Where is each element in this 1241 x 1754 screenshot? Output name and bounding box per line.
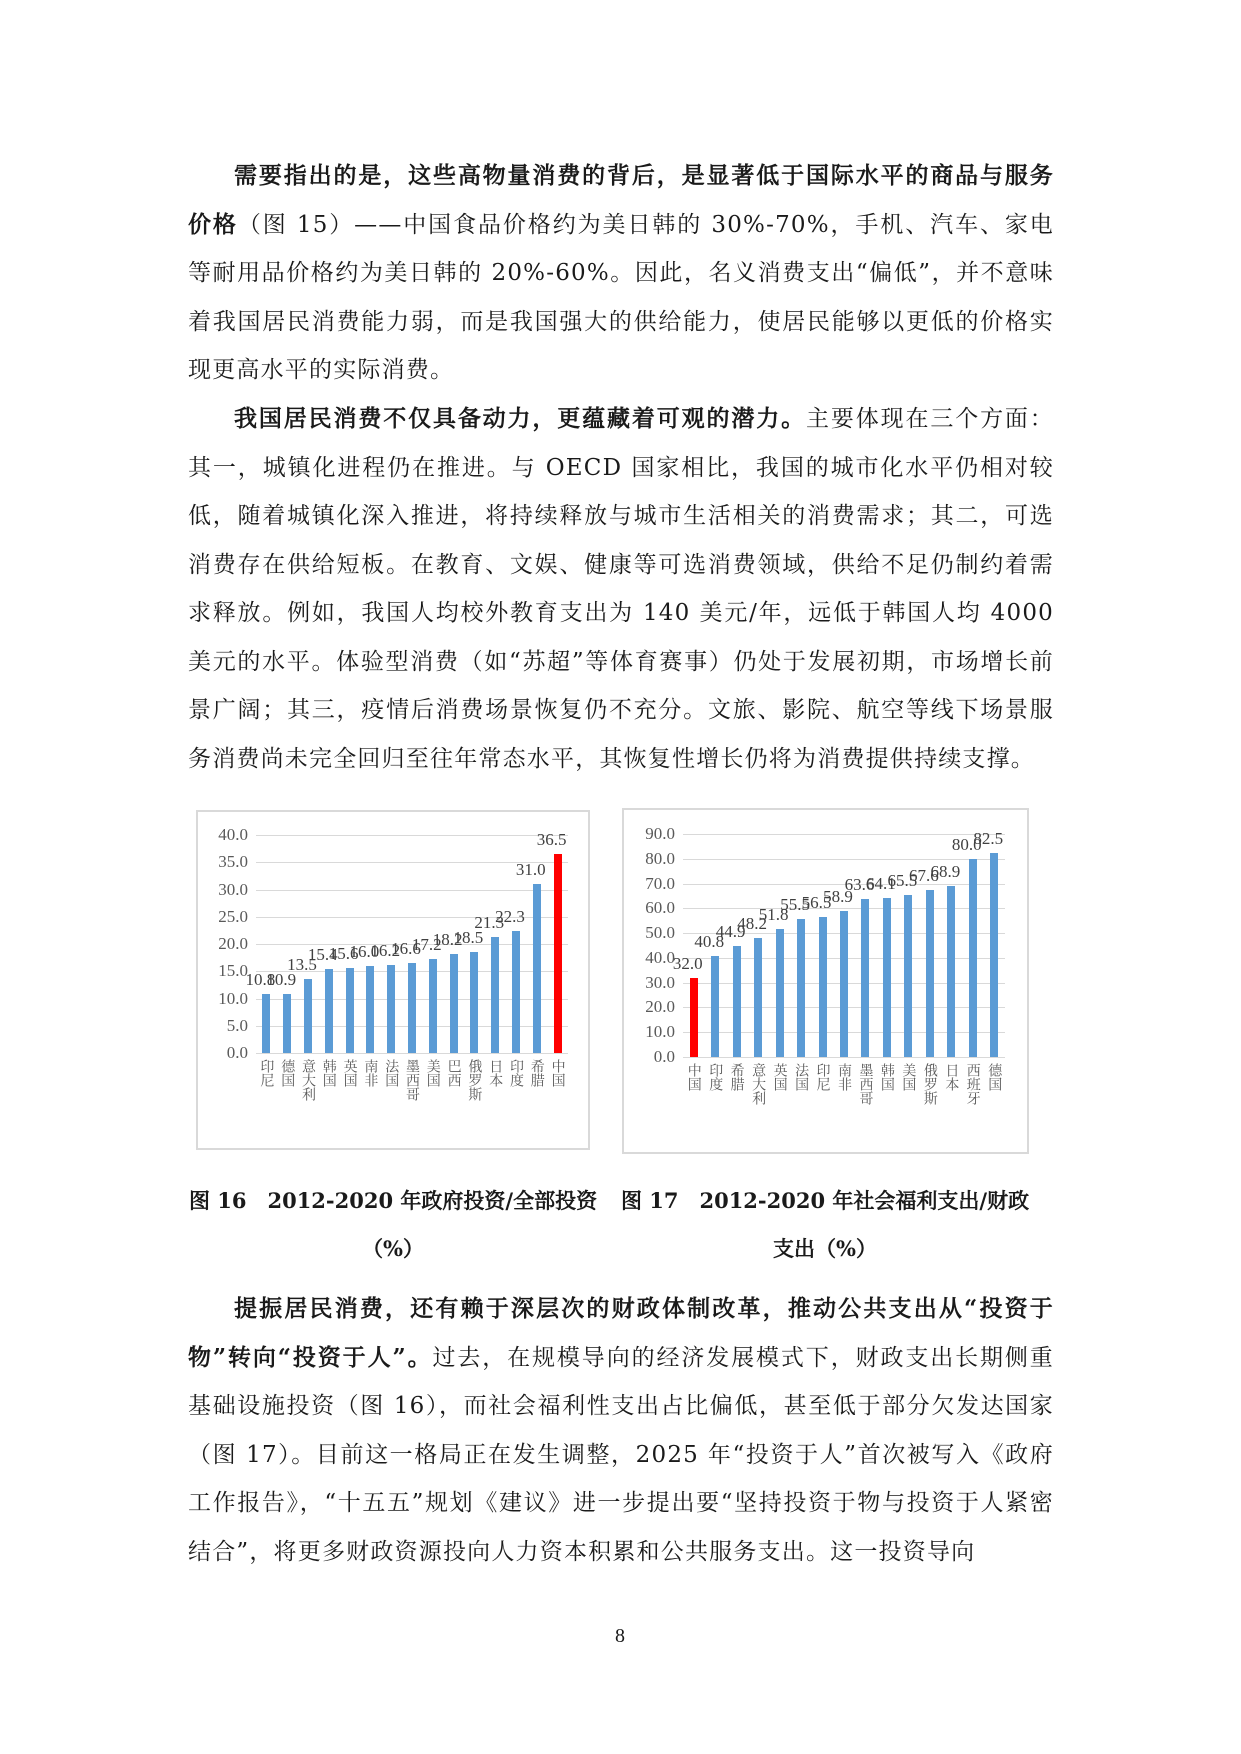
bar-value-label: 15.4 <box>307 945 338 965</box>
x-category-label: 西班牙 <box>964 1063 981 1105</box>
bar-value-label: 18.2 <box>432 929 463 949</box>
gridline <box>683 859 1005 860</box>
y-tick-label: 20.0 <box>218 934 248 953</box>
bar <box>690 978 698 1057</box>
bar-value-label: 56.5 <box>801 893 832 912</box>
x-category-label: 德国 <box>986 1063 1003 1091</box>
x-category-label: 希腊 <box>528 1059 545 1087</box>
bar-value-label: 13.5 <box>287 955 317 975</box>
bar <box>262 994 270 1053</box>
y-tick-label: 15.0 <box>218 961 248 981</box>
x-category-label: 南非 <box>362 1059 379 1087</box>
x-category-label: 法国 <box>383 1059 400 1087</box>
y-tick-label: 25.0 <box>218 906 248 926</box>
x-category-label: 印度 <box>707 1063 724 1091</box>
bar-value-label: 65.5 <box>887 870 918 890</box>
x-category-label: 法国 <box>793 1063 810 1091</box>
bar <box>491 937 499 1053</box>
bar <box>408 963 416 1053</box>
y-tick-label: 60.0 <box>645 898 675 918</box>
bar <box>711 956 719 1057</box>
bar-value-label: 58.9 <box>823 887 853 907</box>
bar <box>554 854 562 1053</box>
page-number: 8 <box>615 1625 625 1647</box>
y-tick-label: 0.0 <box>653 1047 675 1066</box>
bar <box>776 929 784 1057</box>
bar <box>387 965 395 1053</box>
x-category-label: 美国 <box>900 1063 917 1091</box>
x-category-label: 墨西哥 <box>404 1059 420 1101</box>
y-tick-label: 40.0 <box>218 825 248 844</box>
y-tick-label: 50.0 <box>645 923 675 943</box>
bar-value-label: 68.9 <box>930 862 961 882</box>
paragraph-consumption-potential <box>188 395 1054 783</box>
bar-value-label: 16.2 <box>370 940 401 960</box>
bar-value-label: 16.6 <box>391 938 421 958</box>
chart-gov-investment <box>196 810 590 1150</box>
paragraph-fiscal-reform <box>188 1285 1054 1576</box>
x-category-label: 俄罗斯 <box>921 1063 938 1105</box>
bar-value-label: 21.3 <box>474 912 505 932</box>
y-tick-label: 30.0 <box>645 972 675 992</box>
bar-value-label: 82.5 <box>973 828 1004 848</box>
bar-value-label: 16.0 <box>349 941 380 961</box>
bar <box>366 966 374 1053</box>
figure-17-caption: 图 17 2012-2020 年社会福利支出/财政支出（%） <box>620 1188 1030 1261</box>
x-category-label: 英国 <box>341 1059 358 1087</box>
bar <box>450 954 458 1053</box>
x-category-label: 意大利 <box>300 1059 316 1101</box>
bar <box>819 917 827 1057</box>
bar <box>840 911 848 1057</box>
x-category-label: 墨西哥 <box>857 1063 874 1105</box>
paragraph-lead: 需要指出的是，这些高物量消费的背后，是显著低于国际水平的商品与服务价格 <box>188 162 1054 238</box>
x-category-label: 韩国 <box>320 1059 337 1087</box>
bar-value-label: 55.5 <box>780 895 810 915</box>
gridline <box>256 1053 568 1054</box>
bar-value-label: 44.9 <box>715 921 746 941</box>
figure-16-caption: 图 16 2012-2020 年政府投资/全部投资（%） <box>188 1188 598 1261</box>
paragraph-lead: 提振居民消费，还有赖于深层次的财政体制改革，推动公共支出从“投资于物”转向“投资于人”。 <box>188 1295 1054 1371</box>
bar <box>283 994 291 1053</box>
gridline <box>256 835 568 836</box>
paragraph-body: 主要体现在三个方面：其一，城镇化进程仍在推进。与 OECD 国家相比，我国的城市化水平仍相对较低，随着城镇化深入推进，将持续释放与城市生活相关的消费需求；其二，可选消费存在供给短板。在教育、文娱、健康等可选消费领域，供给不足仍制约着需求释放。例如，我国人均校外教育支出为 140 美元/年，远低于韩国人均 4000 美元的水平。体验型消费（如“苏超”等体育赛事）仍处于发展初期，市场增长前景广阔；其三，疫情后消费场景恢复仍不充分。文旅、影院、航空等线下场景服务消费尚未完全回归至往年常态水平，其恢复性增长仍将为消费提供持续支撑。 <box>188 406 1055 772</box>
bar <box>325 969 333 1053</box>
bar-value-label: 51.8 <box>758 904 789 924</box>
x-category-label: 巴西 <box>445 1059 462 1087</box>
bar-value-label: 32.0 <box>672 953 703 973</box>
paragraph-price-advantage <box>188 152 1054 395</box>
bar <box>969 859 977 1057</box>
paragraph-body: （图 15）——中国食品价格约为美日韩的 30%-70%，手机、汽车、家电等耐用品价格约为美日韩的 20%-60%。因此，名义消费支出“偏低”，并不意味着我国居民消费能力弱，而是我国强大的供给能力，使居民能够以更低的价格实现更高水平的实际消费。 <box>188 211 1054 383</box>
y-tick-label: 90.0 <box>645 824 675 843</box>
bar <box>990 853 998 1057</box>
x-category-label: 印尼 <box>814 1063 831 1091</box>
bar-value-label: 10.9 <box>266 969 297 989</box>
bar <box>797 919 805 1057</box>
bar <box>904 895 912 1057</box>
bar <box>304 979 312 1053</box>
gridline <box>683 1057 1005 1058</box>
bar-value-label: 48.2 <box>737 913 767 933</box>
bar-value-label: 15.6 <box>328 943 359 963</box>
bar-value-label: 64.1 <box>866 874 896 894</box>
bar <box>470 952 478 1053</box>
bar-value-label: 40.8 <box>694 931 725 951</box>
bar-value-label: 18.5 <box>453 928 484 948</box>
y-tick-label: 20.0 <box>645 997 675 1017</box>
paragraph-lead: 我国居民消费不仅具备动力，更蕴藏着可观的潜力。 <box>234 405 806 432</box>
x-category-label: 中国 <box>685 1063 702 1091</box>
bar-value-label: 36.5 <box>536 830 567 850</box>
bar-value-label: 67.6 <box>908 865 939 885</box>
y-tick-label: 30.0 <box>218 879 248 899</box>
y-tick-label: 10.0 <box>218 988 248 1008</box>
gridline <box>683 908 1005 909</box>
x-category-label: 南非 <box>836 1063 852 1091</box>
x-category-label: 中国 <box>549 1059 566 1087</box>
bar-value-label: 22.3 <box>495 907 525 927</box>
x-category-label: 英国 <box>771 1063 788 1091</box>
paragraph-body: 过去，在规模导向的经济发展模式下，财政支出长期侧重基础设施投资（图 16），而社会福利性支出占比偏低，甚至低于部分欠发达国家（图 17）。目前这一格局正在发生调整，2025 年“投资于人”首次被写入《政府工作报告》，“十五五”规划《建议》进一步提出要“坚持投资于物与投资于人紧密结合”，将更多财政资源投向人力资本积累和公共服务支出。这一投资导向 <box>188 1344 1055 1565</box>
x-category-label: 印尼 <box>258 1059 275 1087</box>
bar <box>733 946 741 1057</box>
bar <box>429 959 437 1053</box>
bar <box>883 898 891 1057</box>
bar-value-label: 10.8 <box>245 970 276 990</box>
x-category-label: 德国 <box>279 1059 296 1087</box>
bar-value-label: 80.0 <box>951 834 982 854</box>
y-tick-label: 40.0 <box>645 947 675 967</box>
x-category-label: 俄罗斯 <box>466 1059 483 1101</box>
bar <box>512 931 520 1053</box>
bar-value-label: 17.2 <box>411 935 442 955</box>
y-tick-label: 0.0 <box>226 1043 248 1062</box>
x-category-label: 日本 <box>943 1063 960 1091</box>
y-tick-label: 5.0 <box>226 1015 248 1035</box>
bar-value-label: 31.0 <box>515 860 546 880</box>
y-tick-label: 80.0 <box>645 848 675 868</box>
x-category-label: 印度 <box>508 1059 524 1087</box>
x-category-label: 希腊 <box>728 1063 745 1091</box>
chart-social-welfare <box>622 808 1029 1154</box>
x-category-label: 日本 <box>487 1059 504 1087</box>
x-category-label: 意大利 <box>750 1063 767 1105</box>
bar <box>346 968 354 1053</box>
bar <box>861 899 869 1057</box>
y-tick-label: 35.0 <box>218 852 248 872</box>
bar <box>754 938 762 1057</box>
bar <box>926 890 934 1057</box>
bar <box>947 886 955 1057</box>
x-category-label: 美国 <box>424 1059 441 1087</box>
y-tick-label: 10.0 <box>645 1022 675 1042</box>
x-category-label: 韩国 <box>878 1063 895 1091</box>
bar-value-label: 63.6 <box>844 875 875 895</box>
bar <box>533 884 541 1053</box>
y-tick-label: 70.0 <box>645 873 675 893</box>
gridline <box>256 890 568 891</box>
